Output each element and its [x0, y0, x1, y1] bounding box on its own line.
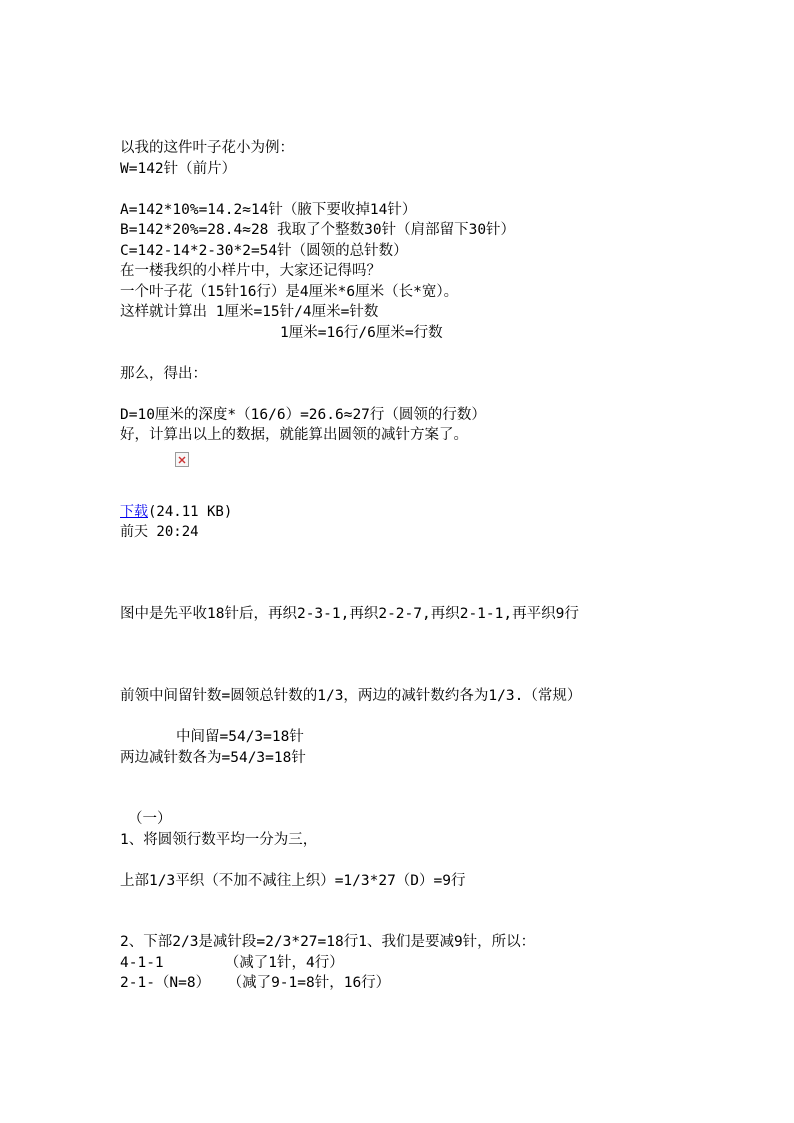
attachment-line — [120, 502, 760, 523]
text-line: 以我的这件叶子花小为例： — [120, 140, 294, 156]
text-line: W=142针（前片） — [120, 160, 237, 177]
text-line: 1厘米=16行/6厘米=行数 — [280, 324, 443, 341]
text-line: 上部1/3平织（不加不减往上织）=1/3*27（D）=9行 — [120, 872, 466, 889]
text-line: 1、将圆领行数平均一分为三， — [120, 831, 318, 848]
text-line: 这样就计算出 1厘米=15针/4厘米=针数 — [120, 304, 379, 320]
text-line: （一） — [128, 811, 172, 827]
attachment-time: 前天 20:24 — [120, 524, 199, 540]
text-line: D=10厘米的深度*（16/6）=26.6≈27行（圆领的行数） — [120, 406, 486, 423]
attachment-size: (24.11 KB) — [148, 503, 233, 520]
text-line: 中间留=54/3=18针 — [176, 729, 304, 745]
text-line: 一个叶子花（15针16行）是4厘米*6厘米（长*宽）。 — [120, 283, 459, 300]
broken-image-icon[interactable] — [175, 452, 189, 467]
text-line: 好，计算出以上的数据，就能算出圆领的减针方案了。 — [120, 427, 468, 443]
text-line: 4-1-1 （减了1针，4行） — [120, 954, 344, 971]
text-line: 图中是先平收18针后，再织2-3-1,再织2-2-7,再织2-1-1,再平织9行 — [120, 606, 579, 622]
text-line: 2-1-（N=8） （减了9-1=8针，16行） — [120, 975, 391, 991]
text-line: 那么，得出： — [120, 365, 207, 382]
text-line: 两边减针数各为=54/3=18针 — [120, 749, 306, 766]
image-container — [120, 446, 760, 502]
text-line: 2、下部2/3是减针段=2/3*27=18行1、我们是要减9针，所以： — [120, 934, 536, 950]
text-line: 在一楼我织的小样片中，大家还记得吗？ — [120, 263, 381, 279]
text-line: A=142*10%=14.2≈14针（腋下要收掉14针） — [120, 201, 417, 218]
text-line: B=142*20%=28.4≈28 我取了个整数30针（肩部留下30针） — [120, 222, 516, 238]
text-line: C=142-14*2-30*2=54针（圆领的总针数） — [120, 242, 408, 259]
document-body — [120, 138, 760, 994]
download-link[interactable]: 下载 — [120, 503, 148, 520]
text-line: 前领中间留针数=圆领总针数的1/3，两边的减针数约各为1/3.（常规） — [120, 688, 582, 704]
